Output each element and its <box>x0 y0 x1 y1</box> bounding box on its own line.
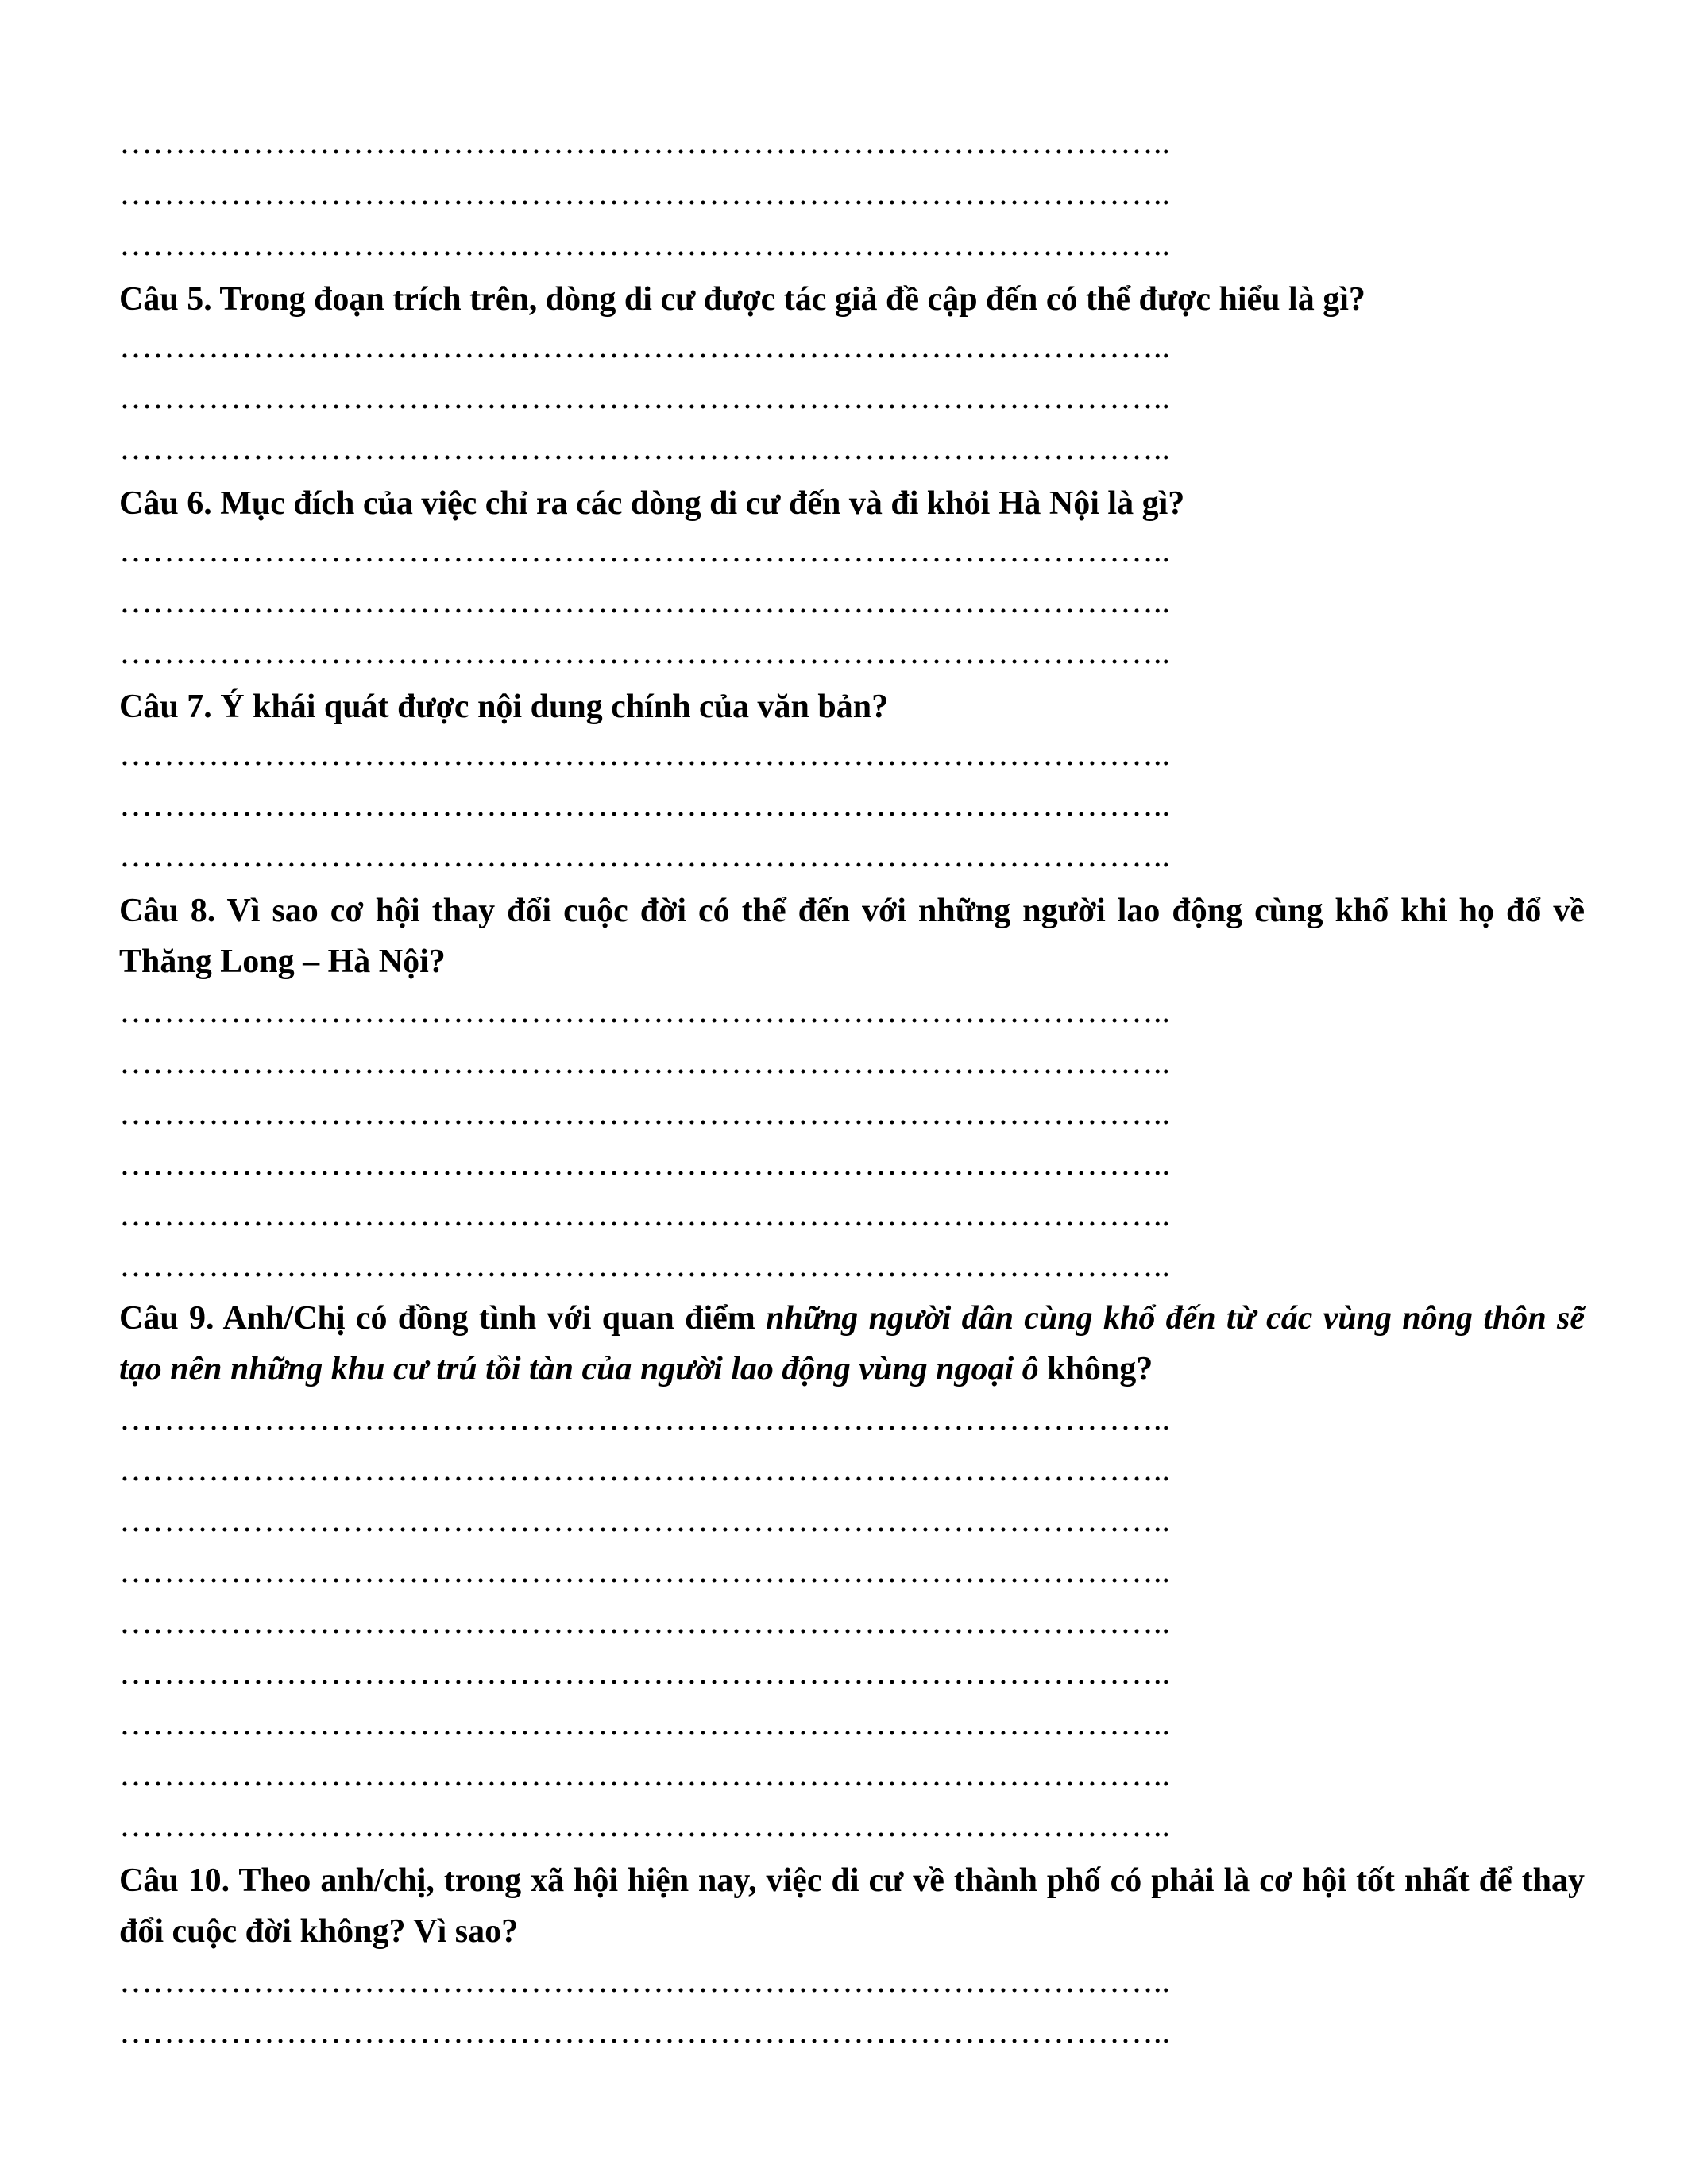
question-6: Câu 6. Mục đích của việc chỉ ra các dòng di cư đến và đi khỏi Hà Nội là gì? <box>119 485 1185 522</box>
answer-line: ………………………………………………………………………………….. <box>119 1095 1170 1132</box>
answer-line: ………………………………………………………………………………….. <box>119 380 1170 416</box>
answer-line: ………………………………………………………………………………….. <box>119 125 1170 161</box>
answer-line: ………………………………………………………………………………….. <box>119 1146 1170 1183</box>
answer-line: ………………………………………………………………………………….. <box>119 176 1170 212</box>
question-7: Câu 7. Ý khái quát được nội dung chính của văn bản? <box>119 689 889 725</box>
question-9-suffix: không? <box>1038 1351 1153 1387</box>
question-9-prefix: Câu 9. Anh/Chị có đồng tình với quan điểm <box>119 1300 767 1337</box>
answer-line: ………………………………………………………………………………….. <box>119 1197 1170 1233</box>
answer-line: ………………………………………………………………………………….. <box>119 1757 1170 1793</box>
answer-line: ………………………………………………………………………………….. <box>119 635 1170 671</box>
answer-line: ………………………………………………………………………………….. <box>119 1706 1170 1742</box>
answer-line: ………………………………………………………………………………….. <box>119 430 1170 467</box>
answer-line: ………………………………………………………………………………….. <box>119 736 1170 773</box>
answer-line: ………………………………………………………………………………….. <box>119 1553 1170 1590</box>
answer-line: ………………………………………………………………………………….. <box>119 226 1170 263</box>
question-5: Câu 5. Trong đoạn trích trên, dòng di cư được tác giả đề cập đến có thể được hiểu là gì? <box>119 281 1365 318</box>
answer-line: ………………………………………………………………………………….. <box>119 1452 1170 1488</box>
answer-line: ………………………………………………………………………………….. <box>119 1044 1170 1081</box>
answer-line: ………………………………………………………………………………….. <box>119 1963 1170 2000</box>
answer-line: ………………………………………………………………………………….. <box>119 994 1170 1030</box>
answer-line: ………………………………………………………………………………….. <box>119 329 1170 365</box>
answer-line: ………………………………………………………………………………….. <box>119 838 1170 874</box>
answer-line: ………………………………………………………………………………….. <box>119 1401 1170 1437</box>
question-9 <box>119 1293 1585 1395</box>
answer-line: ………………………………………………………………………………….. <box>119 1248 1170 1284</box>
answer-line: ………………………………………………………………………………….. <box>119 533 1170 569</box>
answer-line: ………………………………………………………………………………….. <box>119 1604 1170 1641</box>
question-9-quote: những người dân cùng khổ đến từ các vùng nông thôn sẽ tạo nên những khu cư trú tồi tàn của người lao động vùng ngoại ô <box>119 1300 1585 1387</box>
answer-line: ………………………………………………………………………………….. <box>119 1808 1170 1844</box>
question-8: Câu 8. Vì sao cơ hội thay đổi cuộc đời có thể đến với những người lao động cùng khổ khi họ đổ về Thăng Long – Hà Nội? <box>119 893 1585 980</box>
answer-line: ………………………………………………………………………………….. <box>119 2014 1170 2051</box>
answer-line: ………………………………………………………………………………….. <box>119 787 1170 824</box>
question-10: Câu 10. Theo anh/chị, trong xã hội hiện nay, việc di cư về thành phố có phải là cơ hội tốt nhất để thay đổi cuộc đời không? Vì sao? <box>119 1862 1585 1950</box>
answer-line: ………………………………………………………………………………….. <box>119 584 1170 620</box>
answer-line: ………………………………………………………………………………….. <box>119 1503 1170 1539</box>
answer-line: ………………………………………………………………………………….. <box>119 1655 1170 1692</box>
